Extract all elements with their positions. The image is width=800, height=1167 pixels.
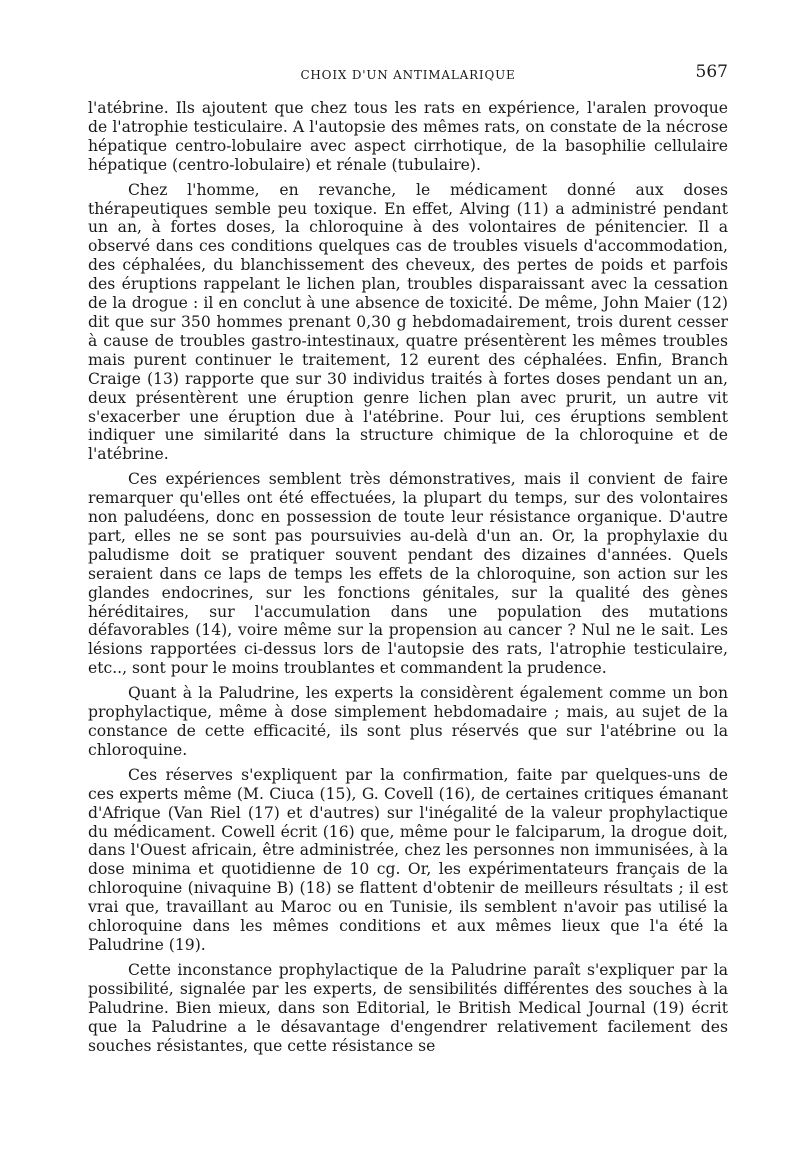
- page-header: [88, 62, 728, 84]
- paragraph-reservations: Ces réserves s'expliquent par la confirmation, faite par quelques-uns de ces experts même (M. Ciuca (15), G. Covell (16), de certaines critiques émanant d'Afrique (Van Riel (17) et d'autres) sur l'inégalité de la valeur prophylactique du médicament. Cowell écrit (16) que, même pour le falciparum, la drogue doit, dans l'Ouest africain, être administrée, chez les personnes non immunisées, à la dose minima et quotidienne de 10 cg. Or, les expérimentateurs français de la chloroquine (nivaquine B) (18) se flattent d'obtenir de meilleurs résultats ; il est vrai que, travaillant au Maroc ou en Tunisie, ils semblent n'avoir pas utilisé la chloroquine dans les mêmes conditions et aux mêmes lieux que l'a été la Paludrine (19).: [88, 765, 728, 954]
- paragraph-experiments-critique: Ces expériences semblent très démonstratives, mais il convient de faire remarquer qu'elles ont été effectuées, la plupart du temps, sur des volontaires non paludéens, donc en possession de toute leur résistance organique. D'autre part, elles ne se sont pas poursuivies au-delà d'un an. Or, la prophylaxie du paludisme doit se pratiquer souvent pendant des dizaines d'années. Quels seraient dans ce laps de temps les effets de la chloroquine, son action sur les glandes endocrines, sur les fonctions génitales, sur la qualité des gènes héréditaires, sur l'accumulation dans une population des mutations défavorables (14), voire même sur la propension au cancer ? Nul ne le sait. Les lésions rapportées ci-dessus lors de l'autopsie des rats, l'atrophie testiculaire, etc.., sont pour le moins troublantes et commandent la prudence.: [88, 470, 728, 678]
- page-number: 567: [695, 62, 728, 82]
- paragraph-inconstancy: Cette inconstance prophylactique de la Paludrine paraît s'expliquer par la possibilité, signalée par les experts, de sensibilités différentes des souches à la Paludrine. Bien mieux, dans son Editorial, le British Medical Journal (19) écrit que la Paludrine a le désavantage d'engendrer relativement facilement des souches résistantes, que cette résistance se: [88, 960, 728, 1055]
- paragraph-paludrine-experts: Quant à la Paludrine, les experts la considèrent également comme un bon prophylactique, même à dose simplement hebdomadaire ; mais, au sujet de la constance de cette efficacité, ils sont plus réservés que sur l'atébrine ou la chloroquine.: [88, 684, 728, 759]
- paragraph-human-toxicity: Chez l'homme, en revanche, le médicament donné aux doses thérapeutiques semble peu toxique. En effet, Alving (11) a administré pendant un an, à fortes doses, la chloroquine à des volontaires de pénitencier. Il a observé dans ces conditions quelques cas de troubles visuels d'accommodation, des céphalées, du blanchissement des cheveux, des pertes de poids et parfois des éruptions rappelant le lichen plan, troubles disparaissant avec la cessation de la drogue : il en conclut à une absence de toxicité. De même, John Maier (12) dit que sur 350 hommes prenant 0,30 g hebdomadairement, trois durent cesser à cause de troubles gastro-intestinaux, quatre présentèrent les mêmes troubles mais purent continuer le traitement, 12 eurent des céphalées. Enfin, Branch Craige (13) rapporte que sur 30 individus traités à fortes doses pendant un an, deux présentèrent une éruption genre lichen plan avec prurit, un autre vit s'exacerber une éruption due à l'atébrine. Pour lui, ces éruptions semblent indiquer une similarité dans la structure chimique de la chloroquine et de l'atébrine.: [88, 180, 728, 464]
- paragraph-continuation: l'atébrine. Ils ajoutent que chez tous les rats en expérience, l'aralen provoque de l'atrophie testiculaire. A l'autopsie des mêmes rats, on constate de la nécrose hépatique centro-lobulaire avec aspect cirrhotique, de la basophilie cellulaire hépatique (centro-lobulaire) et rénale (tubulaire).: [88, 99, 728, 174]
- body-text: [88, 99, 728, 1061]
- running-title: CHOIX D'UN ANTIMALARIQUE: [300, 68, 516, 82]
